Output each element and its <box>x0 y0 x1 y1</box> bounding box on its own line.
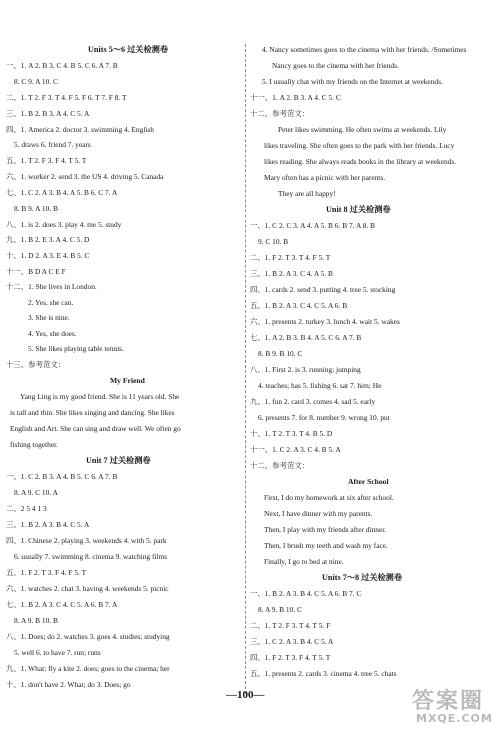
answer-line: 2. Yes, she can. <box>28 298 74 307</box>
answer-line: likes reading. She always reads books in the library at weekends. <box>264 157 457 166</box>
answer-line: 一、1. C 2. C 3. A 4. A 5. B 6. B 7. A 8. B <box>250 221 376 230</box>
answer-line: 十一、1. C 2. A 3. C 4. B 5. A <box>250 445 341 454</box>
answer-line: Nancy goes to the cinema with her friends. <box>272 61 399 70</box>
answer-line: 十二、1. She lives in London. <box>6 282 97 291</box>
page-number: —100— <box>226 689 265 701</box>
answer-line: 5. I usually chat with my friends on the Internet at weekends. <box>262 77 443 86</box>
answer-line: 九、1. What; fly a kite 2. does; goes to the cinema; her <box>6 664 170 673</box>
answer-line: 8. B 9. B 10. C <box>258 349 303 358</box>
answer-line: 八、1. First 2. is 3. running; jumping <box>250 365 361 374</box>
answer-line: 九、1. fun 2. card 3. comes 4. sad 5. early <box>250 397 376 406</box>
answer-line: 8. A 9. C 10. A <box>14 488 58 497</box>
answer-line: 五、1. F 2. T 3. F 4. F 5. T <box>6 568 87 577</box>
essay-title: My Friend <box>110 376 145 385</box>
answer-line: Then, I play with my friends after dinner. <box>264 525 387 534</box>
answer-line: 二、1. F 2. T 3. T 4. F 5. T <box>250 253 331 262</box>
answer-line: 六、1. worker 2. send 3. the US 4. driving 5. Canada <box>6 172 164 181</box>
answer-line: 六、1. watches 2. chat 3. having 4. weekends 5. picnic <box>6 584 169 593</box>
answer-line: Finally, I go to bed at nine. <box>264 557 344 566</box>
answer-line: 四、1. cards 2. send 3. putting 4. tree 5. stocking <box>250 285 396 294</box>
answer-line: 一、1. A 2. B 3. C 4. B 5. C 6. A 7. B <box>6 61 118 70</box>
answer-line: 5. She likes playing table tennis. <box>28 344 124 353</box>
answer-line: 六、1. presents 2. turkey 3. lunch 4. wait 5. wakes <box>250 317 400 326</box>
answer-line: 十二、参考范文： <box>250 109 310 118</box>
answer-line: 十三、参考范文： <box>6 360 66 369</box>
answer-line: 十二、参考范文： <box>250 461 310 470</box>
answer-line: 八、1. is 2. does 3. play 4. me 5. study <box>6 220 122 229</box>
answer-line: English and Art. She can sing and draw well. We often go <box>10 424 181 433</box>
answer-line: 4. Nancy sometimes goes to the cinema with her friends. /Sometimes <box>262 45 467 54</box>
answer-line: 二、1. T 2. F 3. T 4. T 5. F <box>250 621 331 630</box>
answer-line: 5. well 6. to have 7. run; runs <box>14 648 101 657</box>
answer-line: 五、1. presents 2. cards 3. cinema 4. tree 5. chats <box>250 669 397 678</box>
answer-line: They are all happy! <box>278 189 336 198</box>
answer-line: 4. teaches; has 5. fishing 6. sat 7. him; He <box>258 381 382 390</box>
answer-line: 四、1. America 2. doctor 3. swimming 4. English <box>6 125 155 134</box>
watermark-logo <box>412 691 496 725</box>
answer-line: 十、1. T 2. T 3. T 4. B 5. D <box>250 429 333 438</box>
answer-line: Next, I have dinner with my parents. <box>264 509 373 518</box>
watermark-url: MXQE.COM <box>416 712 493 725</box>
answer-line: 一、1. B 2. A 3. B 4. C 5. A 6. B 7. C <box>250 589 362 598</box>
answer-line: 九、1. B 2. E 3. A 4. C 5. D <box>6 235 90 244</box>
answer-line: 十、1. D 2. A 3. E 4. B 5. C <box>6 251 90 260</box>
answer-line: 八、1. Does; do 2. watches 3. goes 4. studies; studying <box>6 632 170 641</box>
answer-line: 8. C 9. A 10. C <box>14 77 58 86</box>
answer-line: 四、1. Chinese 2. playing 3. weekends 4. with 5. park <box>6 536 167 545</box>
answer-line: 三、1. B 2. A 3. B 4. C 5. A <box>6 520 90 529</box>
answer-line: Yang Ling is my good friend. She is 11 years old. She <box>20 392 180 401</box>
answer-line: 五、1. B 2. A 3. C 4. C 5. A 6. B <box>250 301 348 310</box>
answer-line: 七、1. B 2. A 3. C 4. C 5. A 6. B 7. A <box>6 600 118 609</box>
answer-line: 8. A 9. B 10. C <box>258 605 302 614</box>
answer-line: Then, I brush my teeth and wash my face. <box>264 541 388 550</box>
answer-line: fishing together. <box>10 440 59 449</box>
answer-line: 七、1. C 2. A 3. B 4. A 5. B 6. C 7. A <box>6 188 118 197</box>
answer-line: 七、1. A 2. B 3. B 4. A 5. C 6. A 7. B <box>250 333 362 342</box>
answer-line: 9. C 10. B <box>258 237 289 246</box>
answer-line: Peter likes swimming. He often swims at weekends. Lily <box>278 125 447 134</box>
answer-line: 十、1. don't have 2. What; do 3. Does; go <box>6 680 131 689</box>
answer-line: First, I do my homework at six after school. <box>264 493 394 502</box>
answer-line: Mary often has a picnic with her parents. <box>264 173 386 182</box>
answer-line: 6. usually 7. swimming 8. cinema 9. watching films <box>14 552 168 561</box>
answer-line: 五、1. T 2. F 3. F 4. T 5. T <box>6 156 87 165</box>
answer-line: 4. Yes, she does. <box>28 329 77 338</box>
answer-line: is tall and thin. She likes singing and dancing. She likes <box>10 408 175 417</box>
answer-line: 5. draws 6. friend 7. years <box>14 140 91 149</box>
section-heading: Units 5～6 过关检测卷 <box>88 45 169 54</box>
column-divider <box>245 44 246 694</box>
answer-line: 6. presents 7. for 8. number 9. wrong 10. put <box>258 413 390 422</box>
answer-line: 二、1. T 2. F 3. T 4. F 5. F 6. T 7. F 8. T <box>6 93 127 102</box>
answer-line: 四、1. F 2. T 3. F 4. T 5. T <box>250 653 331 662</box>
section-heading: Unit 7 过关检测卷 <box>86 456 151 465</box>
answer-line: 8. B 9. A 10. B <box>14 204 58 213</box>
answer-line: 三、1. B 2. A 3. C 4. A 5. B <box>250 269 333 278</box>
answer-line: 三、1. C 2. A 3. B 4. C 5. A <box>250 637 334 646</box>
section-heading: Unit 8 过关检测卷 <box>326 205 391 214</box>
watermark-text: 答案圈 <box>412 689 485 714</box>
section-heading: Units 7～8 过关检测卷 <box>322 573 403 582</box>
answer-line: 一、1. C 2. B 3. A 4. B 5. C 6. A 7. B <box>6 472 118 481</box>
answer-line: 二、2 5 4 1 3 <box>6 504 47 513</box>
essay-title: After School <box>348 477 389 486</box>
answer-line: 十一、1. A 2. B 3. A 4. C 5. C <box>250 93 341 102</box>
answer-line: 3. She is nine. <box>28 313 70 322</box>
answer-line: 三、1. B 2. B 3. A 4. C 5. A <box>6 109 90 118</box>
answer-line: 8. A 9. B 10. B <box>14 616 58 625</box>
answer-line: likes traveling. She often goes to the park with her friends. Lucy <box>264 141 455 150</box>
answer-line: 十一、B D A C E F <box>6 267 66 276</box>
